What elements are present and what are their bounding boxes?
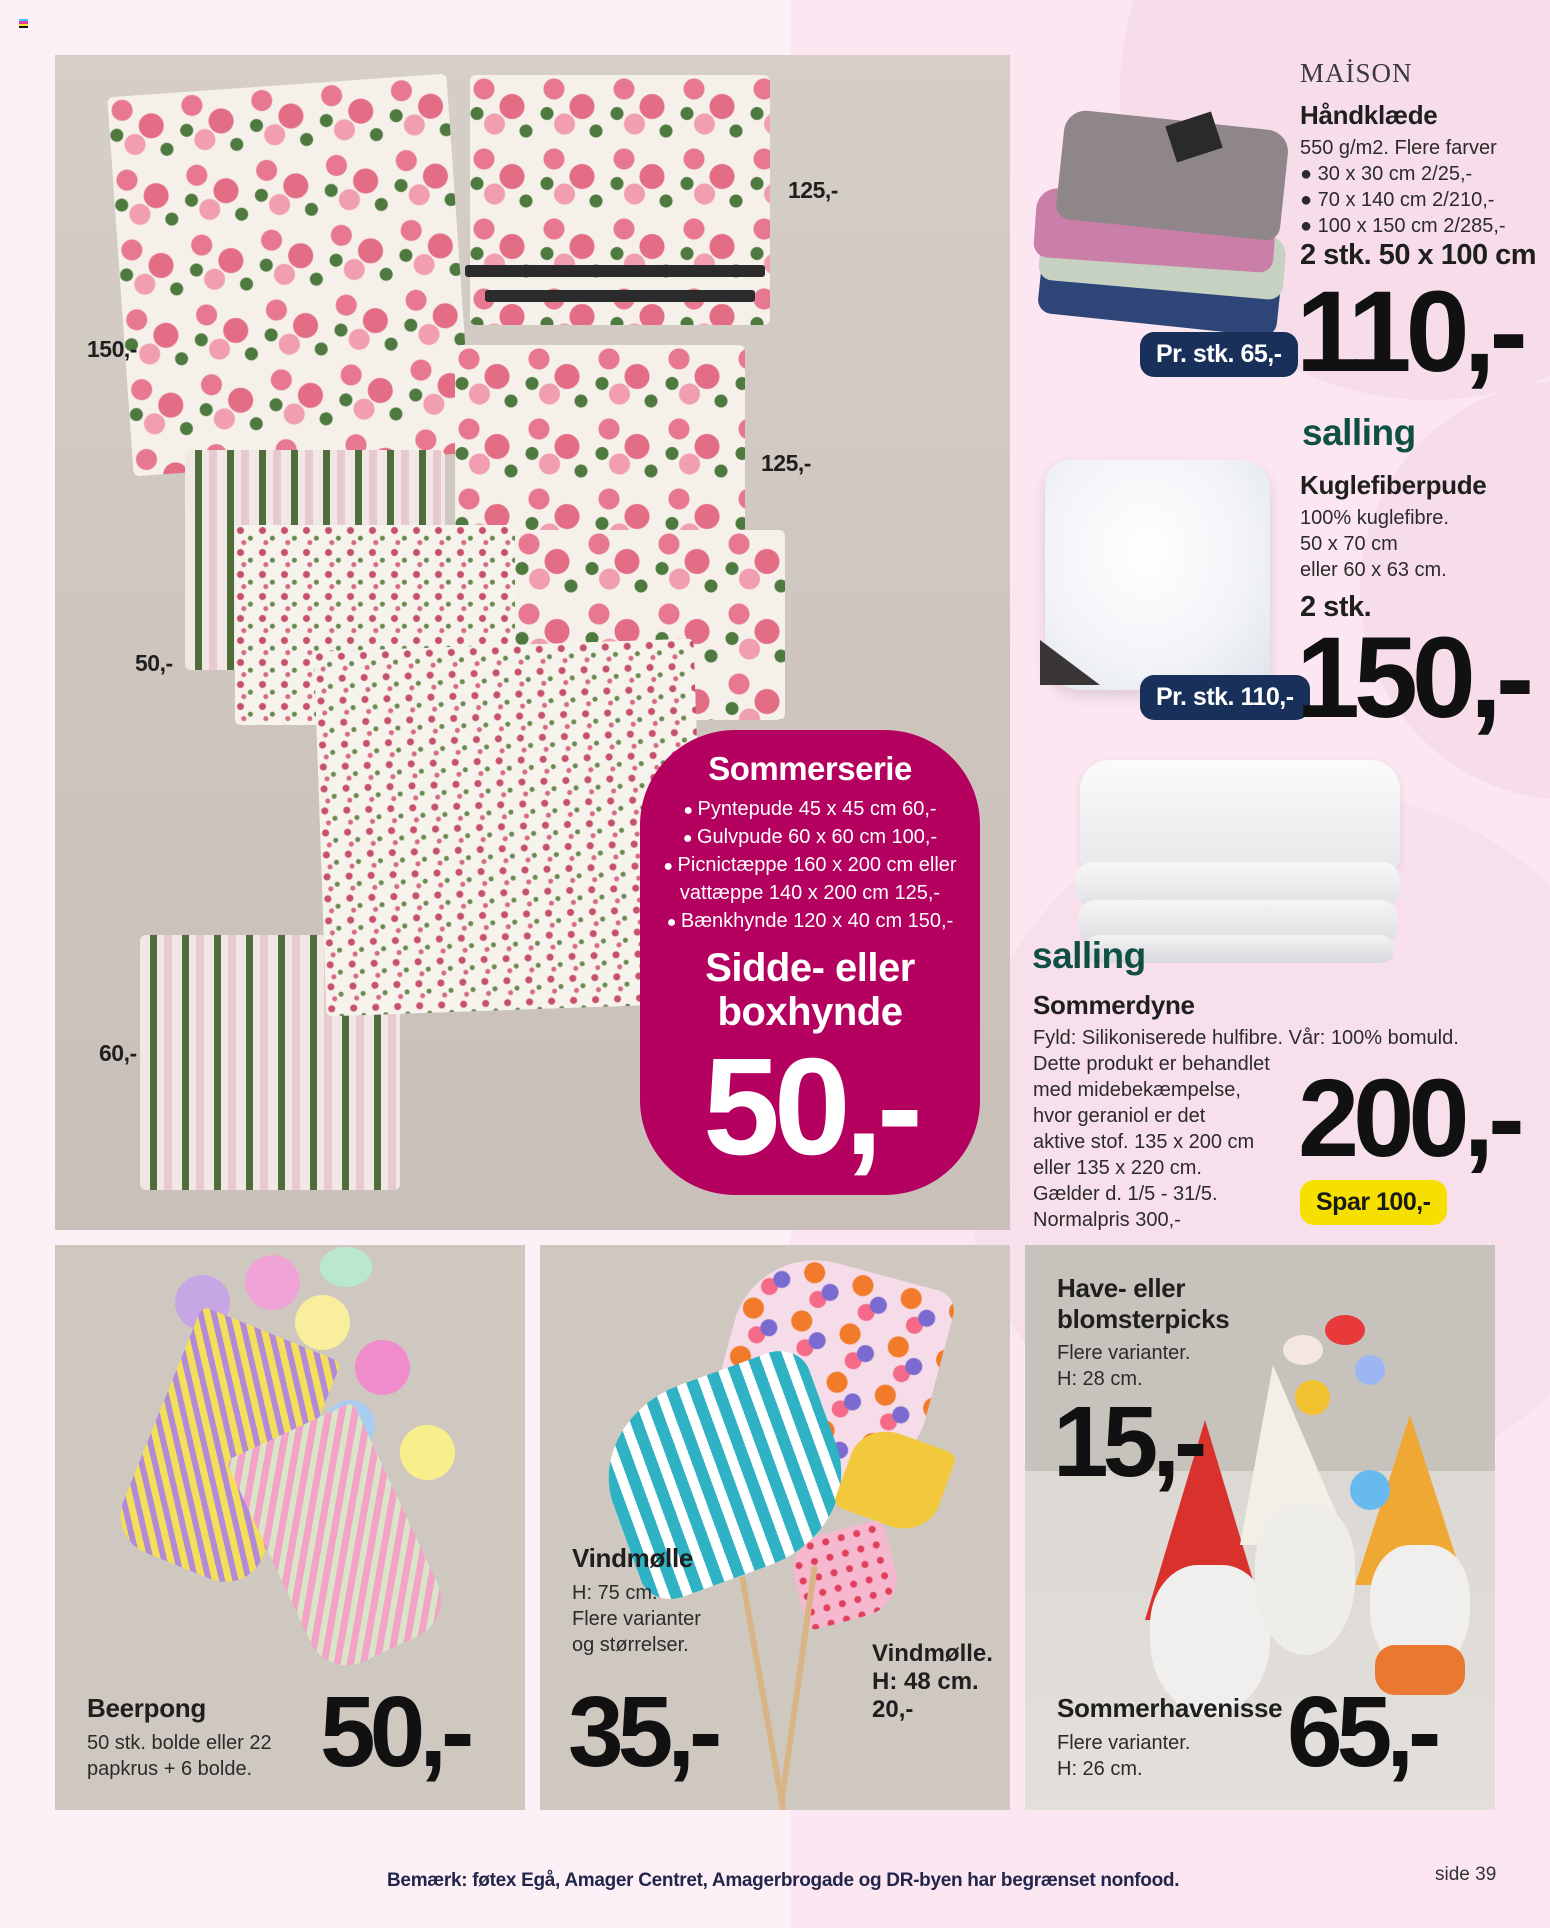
ball-image — [295, 1295, 350, 1350]
sommerserie-promo-badge — [640, 730, 980, 1195]
gnome-title: Sommerhavenisse — [1057, 1693, 1283, 1723]
salling-brand-logo: salling — [1032, 935, 1146, 976]
gnome-price: 65,- — [1287, 1676, 1436, 1788]
price-label-pillow: 60,- — [99, 1040, 137, 1066]
ball-image — [245, 1255, 300, 1310]
store-notice: Bemærk: føtex Egå, Amager Centret, Amagerbrogade og DR-byen har begrænset nonfood. — [387, 1870, 1180, 1891]
promo-price: 50,- — [703, 1030, 917, 1184]
pillow-price: 150,- — [1296, 614, 1529, 742]
towel-variant: ● 100 x 150 cm 2/285,- — [1300, 215, 1506, 237]
picks-title: Have- eller blomsterpicks — [1057, 1273, 1230, 1334]
towel-title: Håndklæde — [1300, 100, 1438, 130]
towel-variant: ● 70 x 140 cm 2/210,- — [1300, 189, 1495, 211]
pillow-corner-tag — [1040, 640, 1100, 685]
promo-headline-line: boxhynde — [717, 990, 903, 1034]
garden-tile — [1025, 1245, 1495, 1810]
pillow-desc-line: 50 x 70 cm — [1300, 533, 1398, 555]
duvet-desc-line: Fyld: Silikoniserede hulfibre. Vår: 100% bomuld. — [1033, 1027, 1459, 1049]
floral-blanket-image — [470, 75, 770, 325]
pillow-title: Kuglefiberpude — [1300, 470, 1487, 500]
picks-desc: Flere varianter. H: 28 cm. — [1057, 1342, 1191, 1390]
towel-quantity: 2 stk. 50 x 100 cm — [1300, 239, 1537, 271]
price-label-wadded-blanket: 125,- — [761, 450, 811, 476]
promo-variant-item: vattæppe 140 x 200 cm 125,- — [679, 882, 941, 904]
towel-price: 110,- — [1296, 268, 1522, 396]
duvet-title: Sommerdyne — [1033, 990, 1195, 1020]
floral-quilt-image — [107, 74, 473, 477]
pillow-offer-text — [1300, 470, 1486, 624]
towel-desc: 550 g/m2. Flere farver — [1300, 137, 1497, 159]
duvet-price: 200,- — [1298, 1057, 1519, 1180]
ball-image — [355, 1340, 410, 1395]
promo-variant-list — [640, 796, 980, 936]
small-pinwheel-title: Vindmølle. — [872, 1640, 993, 1667]
pinwheel-stick — [739, 1576, 787, 1810]
ball-image — [320, 1247, 372, 1287]
small-pinwheel-price: 20,- — [872, 1696, 914, 1723]
pillow-unit-price-badge: Pr. stk. 110,- — [1140, 675, 1310, 720]
beerpong-price: 50,- — [320, 1676, 469, 1788]
pillow-desc-line: 100% kuglefibre. — [1300, 507, 1449, 529]
pinwheel-stick — [778, 1566, 817, 1804]
pinwheel-price: 35,- — [568, 1676, 717, 1788]
promo-variant-item: ● Pyntepude 45 x 45 cm 60,- — [640, 796, 980, 824]
duvet-normal-price: Normalpris 300,- — [1033, 1209, 1181, 1231]
promo-variant-item: ● Bænkhynde 120 x 40 cm 150,- — [640, 908, 980, 936]
duvet-desc-line: aktive stof. 135 x 200 cm — [1033, 1131, 1255, 1153]
price-label-seat-cushion: 50,- — [135, 650, 173, 676]
beerpong-title: Beerpong — [87, 1693, 206, 1723]
duvet-desc-line: Dette produkt er behandlet — [1033, 1053, 1270, 1075]
towel-variant: ● 30 x 30 cm 2/25,- — [1300, 163, 1473, 185]
duvet-savings-badge: Spar 100,- — [1300, 1180, 1447, 1225]
gnome-desc: Flere varianter. H: 26 cm. — [1057, 1732, 1191, 1780]
promo-variant-item: ● Gulvpude 60 x 60 cm 100,- — [640, 824, 980, 852]
pinwheel-title: Vindmølle — [572, 1543, 694, 1573]
pillow-quantity: 2 stk. — [1300, 591, 1372, 623]
towel-unit-price-badge: Pr. stk. 65,- — [1140, 332, 1298, 377]
promo-title: Sommerserie — [708, 750, 912, 787]
duvet-desc-line: hvor geraniol er det — [1033, 1105, 1206, 1127]
price-label-quilt: 150,- — [87, 336, 137, 362]
picks-price: 15,- — [1053, 1386, 1202, 1498]
blanket-strap — [485, 290, 755, 302]
promo-headline-line: Sidde- eller — [705, 946, 915, 990]
ball-image — [400, 1425, 455, 1480]
beerpong-desc: 50 stk. bolde eller 22 papkrus + 6 bolde. — [87, 1732, 272, 1780]
print-color-mark — [19, 19, 28, 28]
promo-headline — [640, 946, 980, 1034]
price-label-blanket: 125,- — [788, 177, 838, 203]
salling-brand-logo: salling — [1302, 412, 1416, 453]
pillow-desc-line: eller 60 x 63 cm. — [1300, 559, 1447, 581]
duvet-desc-line: eller 135 x 220 cm. — [1033, 1157, 1202, 1179]
pinwheel-tile — [540, 1245, 1010, 1810]
small-pinwheel-height: H: 48 cm. — [872, 1668, 979, 1695]
duvet-desc-line: Gælder d. 1/5 - 31/5. — [1033, 1183, 1218, 1205]
promo-variant-item: ● Picnictæppe 160 x 200 cm eller — [640, 852, 980, 880]
small-pinwheel-info — [872, 1640, 993, 1724]
towel-offer-text — [1300, 100, 1536, 272]
beerpong-tile — [55, 1245, 525, 1810]
blanket-strap — [465, 265, 765, 277]
maison-brand-logo: MAİSON — [1300, 58, 1413, 88]
duvet-desc-line: med midebekæmpelse, — [1033, 1079, 1241, 1101]
page-number: side 39 — [1435, 1864, 1497, 1885]
pinwheel-desc: H: 75 cm. Flere varianter og størrelser. — [572, 1582, 701, 1656]
